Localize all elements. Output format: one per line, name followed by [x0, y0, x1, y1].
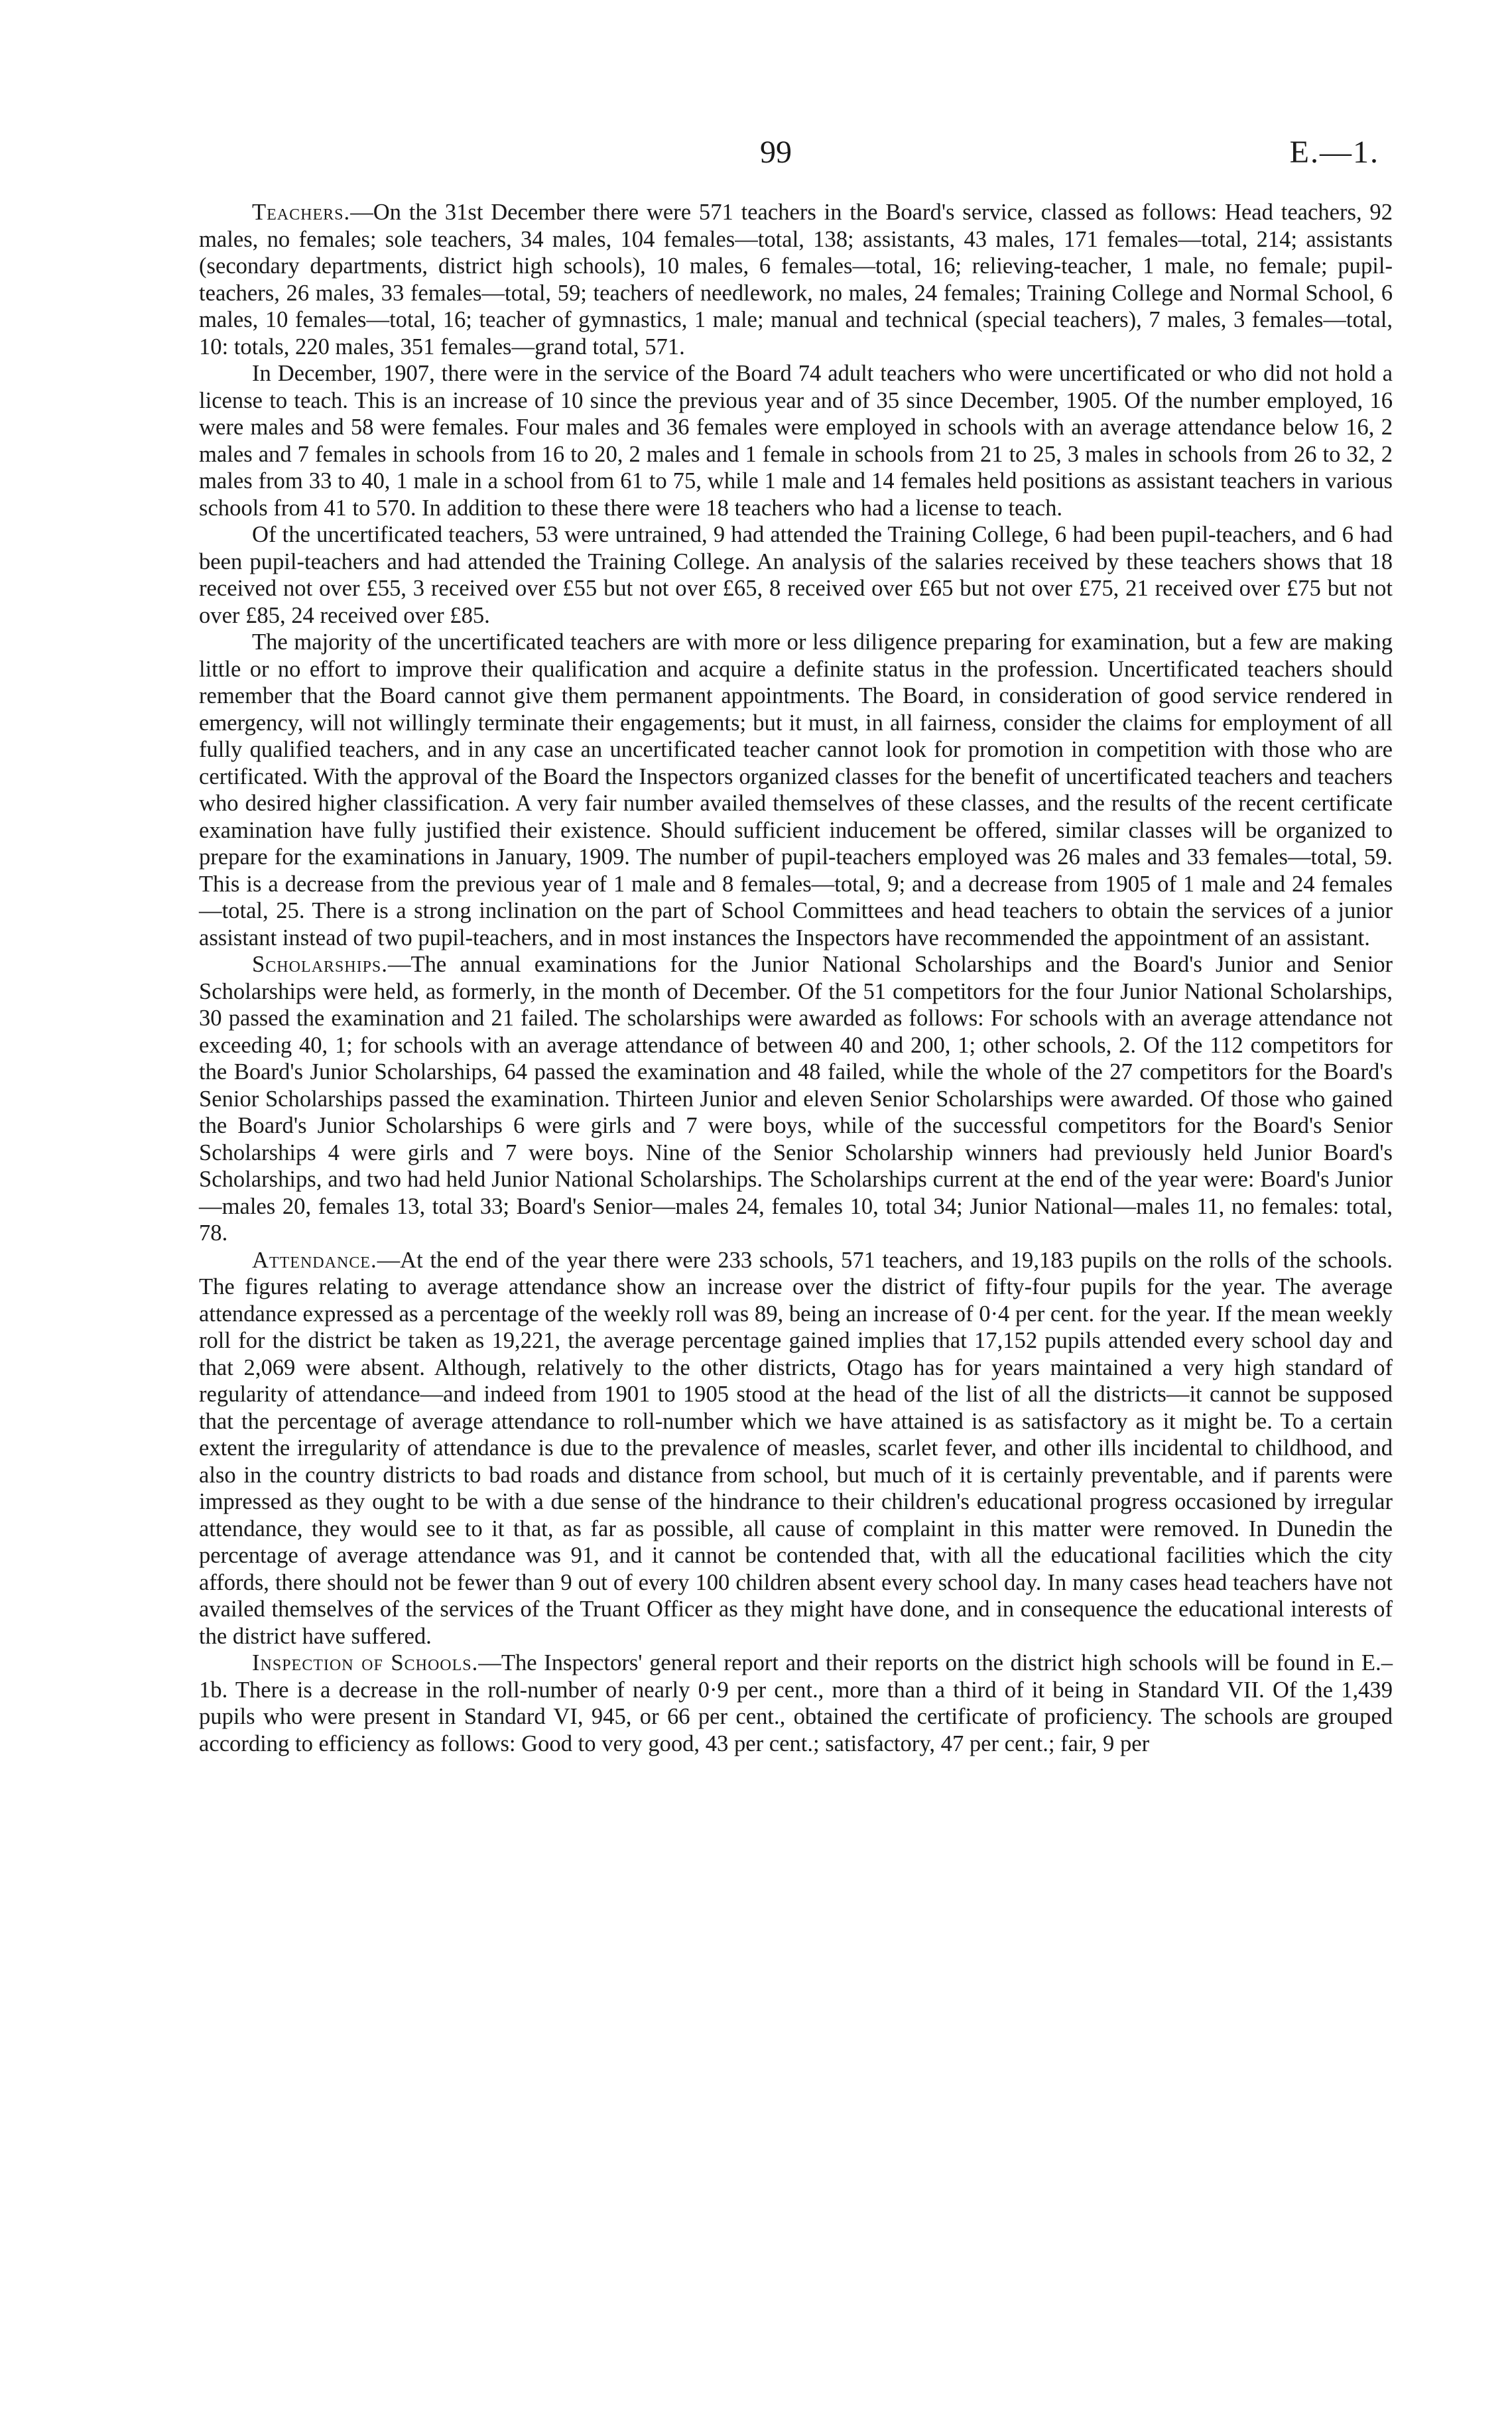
paragraph-inspection — [199, 1650, 1393, 1757]
section-heading-inspection: Inspection of Schools. — [252, 1650, 479, 1675]
paragraph-text: —The Inspectors' general report and their reports on the district high schools will be found in E.–1b. There is a decrease in the roll-number of nearly 0·9 per cent., more than a third of it being in Standard VII. Of the 1,439 pupils who were present in Standard VI, 945, or 66 per cent., obtained the certificate of proficiency. The schools are grouped according to efficiency as follows: Good to very good, 43 per cent.; satisfactory, 47 per cent.; fair, 9 per — [199, 1650, 1393, 1756]
paragraph-attendance — [199, 1247, 1393, 1650]
section-heading-attendance: Attendance. — [252, 1247, 377, 1273]
page-number: 99 — [760, 135, 792, 170]
paragraph-text: In December, 1907, there were in the service of the Board 74 adult teachers who were uncertificated or who did not hold a license to teach. This is an increase of 10 since the previous year and of 35 since December, 1905. Of the number employed, 16 were males and 58 were females. Four males and 36 females were employed in schools with an average attendance below 16, 2 males and 7 females in schools from 16 to 20, 2 males and 1 female in schools from 21 to 25, 3 males in schools from 26 to 32, 2 males from 33 to 40, 1 male in a school from 61 to 75, while 1 male and 14 females held positions as assistant teachers in various schools from 41 to 570. In addition to these there were 18 teachers who had a license to teach. — [199, 361, 1393, 521]
paragraph-uncertificated-majority — [199, 629, 1393, 951]
section-heading-scholarships: Scholarships. — [252, 952, 388, 977]
page-header — [0, 133, 1512, 179]
paragraph-text: The majority of the uncertificated teachers are with more or less diligence preparing for examination, but a few are making little or no effort to improve their qualification and acquire a definite status in the profession. Uncertificated teachers should remember that the Board cannot give them permanent appointments. The Board, in consideration of good service rendered in emergency, will not willingly terminate their engagements; but it must, in all fairness, consider the claims for employment of all fully qualified teachers, and in any case an uncertificated teacher cannot look for promotion in competition with those who are certificated. With the approval of the Board the Inspectors organized classes for the benefit of uncertificated teachers and teachers who desired higher classification. A very fair number availed themselves of these classes, and the results of the recent certificate examination have fully justified their existence. Should sufficient inducement be offered, similar classes will be organized to prepare for the examinations in January, 1909. The number of pupil-teachers employed was 26 males and 33 females—total, 59. This is a decrease from the previous year of 1 male and 8 females—total, 9; and a decrease from 1905 of 1 male and 24 females—total, 25. There is a strong inclination on the part of School Committees and head teachers to obtain the services of a junior assistant instead of two pupil-teachers, and in most instances the Inspectors have recommended the appointment of an assistant. — [199, 629, 1393, 950]
paragraph-text: —At the end of the year there were 233 schools, 571 teachers, and 19,183 pupils on the rolls of the schools. The figures relating to average attendance show an increase over the district of fifty-four pupils for the year. The average attendance expressed as a percentage of the weekly roll was 89, being an increase of 0·4 per cent. for the year. If the mean weekly roll for the district be taken as 19,221, the average percentage gained implies that 17,152 pupils attended every school day and that 2,069 were absent. Although, relatively to the other districts, Otago has for years maintained a very high standard of regularity of attendance—and indeed from 1901 to 1905 stood at the head of the list of all the districts—it cannot be supposed that the percentage of average attendance to roll-number which we have attained is as satisfactory as it might be. To a certain extent the irregularity of attendance is due to the prevalence of measles, scarlet fever, and other ills incidental to childhood, and also in the country districts to bad roads and distance from school, but much of it is certainly preventable, and if parents were impressed as they ought to be with a due sense of the hindrance to their children's educational progress occasioned by irregular attendance, they would see to it that, as far as possible, all cause of complaint in this matter were removed. In Dunedin the percentage of average attendance was 91, and it cannot be contended that, with all the educational facilities which the city affords, there should not be fewer than 9 out of every 100 children absent every school day. In many cases head teachers have not availed themselves of the services of the Truant Officer as they might have done, and in consequence the educational interests of the district have suffered. — [199, 1247, 1393, 1649]
paragraph-text: —The annual examinations for the Junior National Scholarships and the Board's Junior and Senior Scholarships were held, as formerly, in the month of December. Of the 51 competitors for the four Junior National Scholarships, 30 passed the examination and 21 failed. The scholarships were awarded as follows: For schools with an average attendance not exceeding 40, 1; for schools with an average attendance of between 40 and 200, 1; other schools, 2. Of the 112 competitors for the Board's Junior Scholarships, 64 passed the examination and 48 failed, while the whole of the 27 competitors for the Board's Senior Scholarships passed the examination. Thirteen Junior and eleven Senior Scholarships were awarded. Of those who gained the Board's Junior Scholarships 6 were girls and 7 were boys, while of the successful competitors for the Board's Senior Scholarships 4 were girls and 7 were boys. Nine of the Senior Scholarship winners had previously held Junior Board's Scholarships, and two had held Junior National Scholarships. The Scholarships current at the end of the year were: Board's Junior—males 20, females 13, total 33; Board's Senior—males 24, females 10, total 34; Junior National—males 11, no females: total, 78. — [199, 952, 1393, 1246]
paragraph-scholarships — [199, 951, 1393, 1247]
paragraph-teachers — [199, 199, 1393, 360]
document-reference: E.—1. — [1289, 135, 1379, 170]
paragraph-uncertificated-count — [199, 360, 1393, 521]
paragraph-uncertificated-salaries — [199, 521, 1393, 629]
section-heading-teachers: Teachers. — [252, 200, 351, 225]
paragraph-text: —On the 31st December there were 571 teachers in the Board's service, classed as follows: Head teachers, 92 males, no females; sole teachers, 34 males, 104 females—total, 138; assistants, 43 males, 171 females—total, 214; assistants (secondary departments, district high schools), 10 males, 6 females—total, 16; relieving-teacher, 1 male, no female; pupil-teachers, 26 males, 33 females—total, 59; teachers of needlework, no males, 24 females; Training College and Normal School, 6 males, 10 females—total, 16; teacher of gymnastics, 1 male; manual and technical (special teachers), 7 males, 3 females—total, 10: totals, 220 males, 351 females—grand total, 571. — [199, 200, 1393, 360]
paragraph-text: Of the uncertificated teachers, 53 were untrained, 9 had attended the Training College, 6 had been pupil-teachers, and 6 had been pupil-teachers and had attended the Training College. An analysis of the salaries received by these teachers shows that 18 received not over £55, 3 received over £55 but not over £65, 8 received over £65 but not over £75, 21 received over £75 but not over £85, 24 received over £85. — [199, 522, 1393, 628]
report-body — [199, 199, 1393, 1757]
